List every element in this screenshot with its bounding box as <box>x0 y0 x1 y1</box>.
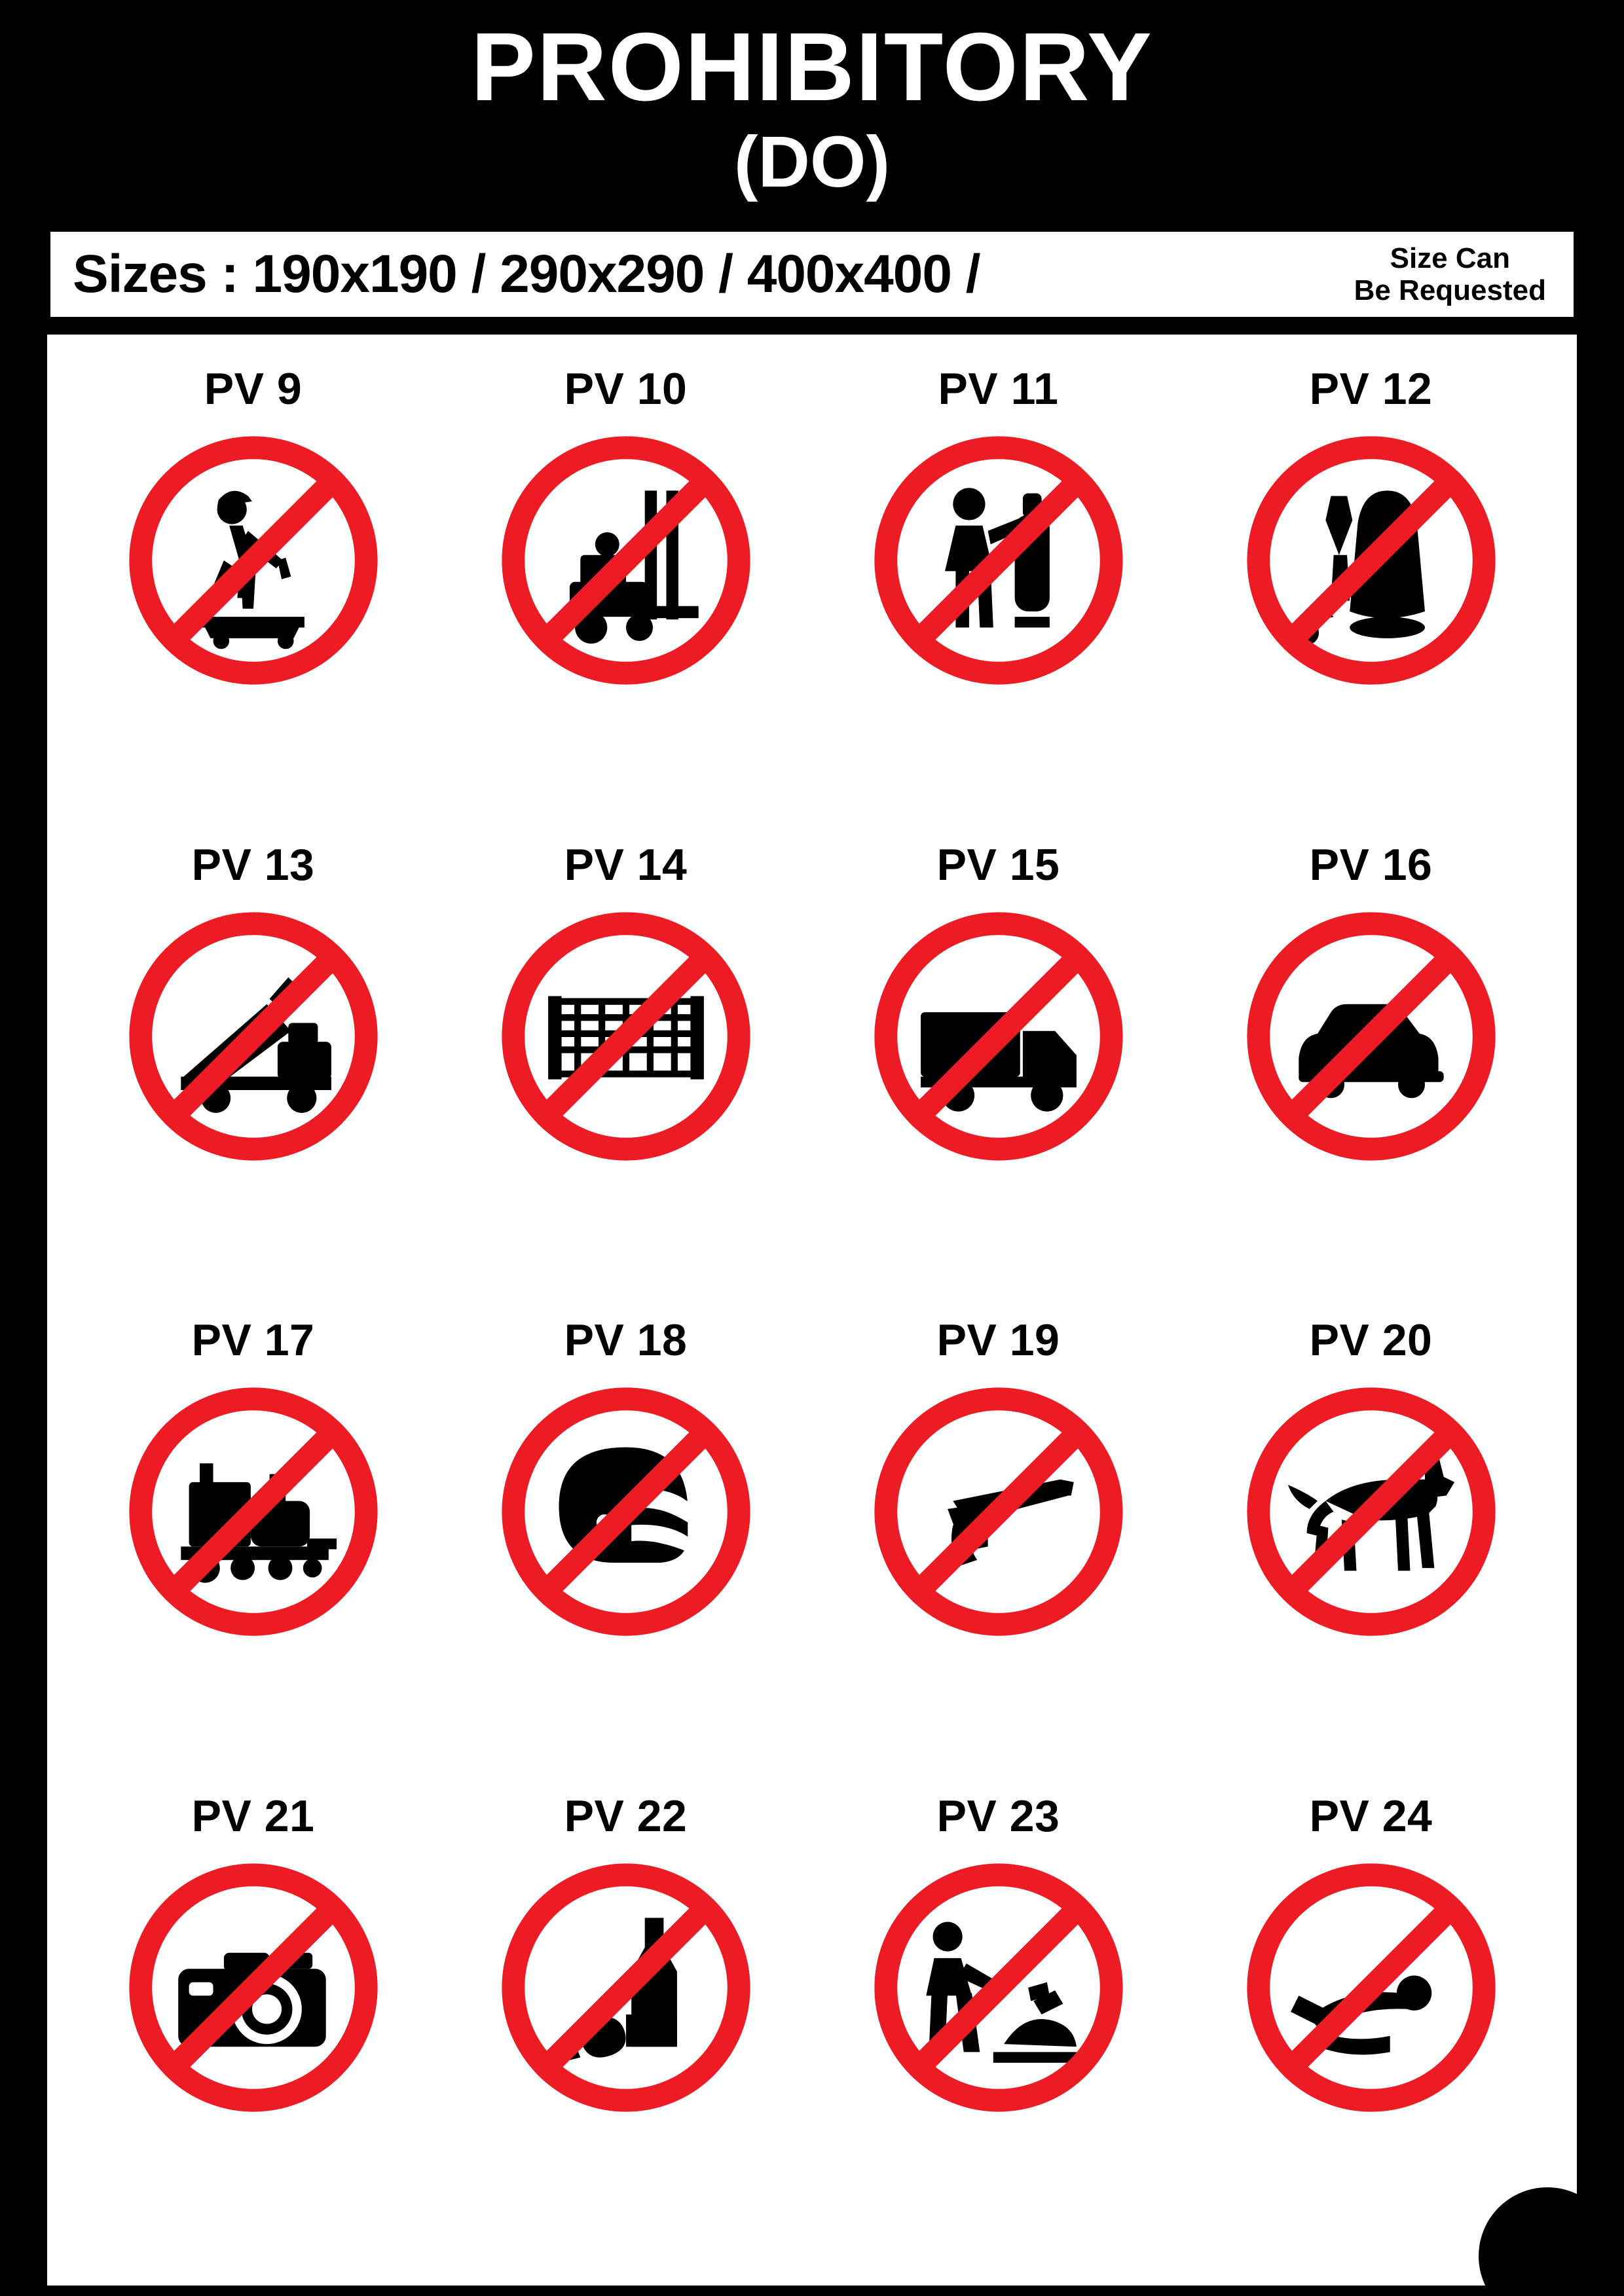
sign-cell <box>67 839 439 1315</box>
no-firearms-icon <box>864 1377 1133 1646</box>
sizes-bar <box>47 228 1577 320</box>
sign-code: PV 9 <box>204 364 303 414</box>
sign-cell <box>812 363 1185 839</box>
no-helmet-icon <box>492 1377 760 1646</box>
sign-code: PV 11 <box>938 364 1059 414</box>
sign-code: PV 24 <box>1309 1791 1433 1841</box>
no-forklift-icon <box>492 426 760 695</box>
sign-cell <box>67 363 439 839</box>
sign-cell <box>1185 363 1557 839</box>
signs-grid <box>67 363 1557 2266</box>
sign-code: PV 18 <box>564 1315 688 1366</box>
sign-code: PV 21 <box>191 1791 315 1841</box>
sign-code: PV 13 <box>191 839 315 890</box>
no-tipper-truck-icon <box>119 902 388 1171</box>
sign-cell <box>439 839 812 1315</box>
no-swimming-icon <box>1237 1853 1505 2122</box>
sign-cell <box>439 363 812 839</box>
no-loose-clothing-icon <box>1237 426 1505 695</box>
no-locomotive-icon <box>119 1377 388 1646</box>
sign-code: PV 22 <box>564 1791 688 1841</box>
page-subtitle: (DO) <box>733 121 891 202</box>
sign-cell <box>439 1791 812 2267</box>
sign-cell <box>439 1315 812 1791</box>
no-car-icon <box>1237 902 1505 1171</box>
sign-code: PV 16 <box>1309 839 1433 890</box>
sign-cell <box>812 1791 1185 2267</box>
sign-code: PV 15 <box>936 839 1060 890</box>
sign-code: PV 23 <box>936 1791 1060 1841</box>
page-header <box>0 0 1624 204</box>
no-scaffolding-icon <box>492 902 760 1171</box>
sign-cell <box>812 1315 1185 1791</box>
size-request-note-line-2: Be Requested <box>1354 274 1546 307</box>
no-alcohol-icon <box>492 1853 760 2122</box>
sign-code: PV 12 <box>1309 364 1433 414</box>
signs-panel <box>47 335 1577 2286</box>
sizes-text: Sizes : 190x190 / 290x290 / 400x400 / <box>73 244 980 304</box>
no-photography-icon <box>119 1853 388 2122</box>
sign-cell <box>1185 1315 1557 1791</box>
sign-code: PV 19 <box>936 1315 1060 1366</box>
no-littering-icon <box>864 1853 1133 2122</box>
sign-cell <box>67 1315 439 1791</box>
sign-cell <box>67 1791 439 2267</box>
no-pedestrian-pulling-pallet-truck-icon <box>119 426 388 695</box>
sign-code: PV 20 <box>1309 1315 1433 1366</box>
sign-cell <box>1185 839 1557 1315</box>
sign-code: PV 10 <box>564 364 688 414</box>
page-title: PROHIBITORY <box>471 13 1153 121</box>
no-person-with-gas-cylinder-icon <box>864 426 1133 695</box>
no-dogs-icon <box>1237 1377 1505 1646</box>
sign-code: PV 17 <box>191 1315 315 1366</box>
sign-code: PV 14 <box>564 839 688 890</box>
no-lorry-icon <box>864 902 1133 1171</box>
sign-cell <box>812 839 1185 1315</box>
size-request-note-line-1: Size Can <box>1390 242 1510 275</box>
size-request-note <box>1354 242 1551 307</box>
sign-cell <box>1185 1791 1557 2267</box>
